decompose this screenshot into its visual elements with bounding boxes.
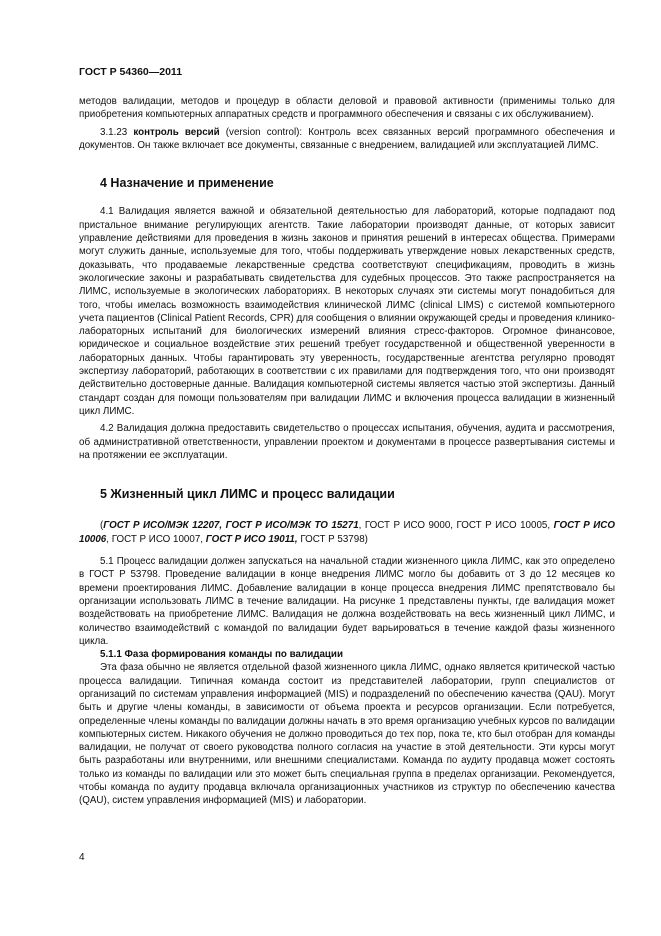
paragraph-4-1: 4.1 Валидация является важной и обязательной деятельностью для лабораторий, которые подпадают под пристальное внимание регулирующих агентств. Такие лаборатории производят данные, от которых зависит управление действиями для проведения в жизнь законов и принятия решений в интересах общества. Примерами могут служить данные, используемые для того, чтобы поддерживать утверждение новых лекарственных средств, доказывать, что продаваемые лекарственные средства соответствуют спецификациям, проводить в жизнь экологические законы и разрабатывать свидетельства для судебных процессов. Это также распространяется на ЛИМС, используемые в экологических лабораториях. В некоторых случаях эти системы могут понадобиться для того, чтобы имелась возможность взаимодействия клинической ЛИМС (clinical LIMS) с системой компьютерного учета пациентов (Clinical Patient Records, CPR) для сообщения о влиянии окружающей среды и проведения клинико-лабораторных испытаний для биологических измерений влияния стресс-факторов. Огромное финансовое, юридическое и социальное воздействие этих решений требует государственной и общественной уверенности в лабораторных данных. Чтобы гарантировать эту уверенность, государственные агентства регулярно проводят экспертизу лабораторий, работающих в соответствии с их правилами для подтверждения того, что они производят действительно достоверные данные. Валидация компьютерной системы является частью этой экспертизы. Данный стандарт создан для помощи пользователям при валидации ЛИМС и включения процесса валидации в жизненный цикл ЛИМС. [79, 206, 615, 417]
page-number: 4 [79, 852, 85, 863]
document-header: ГОСТ Р 54360—2011 [79, 66, 183, 78]
ref-bold-1: ГОСТ Р ИСО/МЭК 12207, ГОСТ Р ИСО/МЭК ТО 15271 [103, 520, 359, 532]
refs-open: ( [100, 520, 104, 532]
page-body [79, 95, 615, 808]
ref-bold-2: ГОСТ Р ИСО 10006 [79, 520, 615, 545]
term-name: контроль версий [133, 126, 220, 138]
section-5-heading: 5 Жизненный цикл ЛИМС и процесс валидации [100, 487, 395, 502]
ref-bold-3: ГОСТ Р ИСО 19011, [205, 533, 298, 545]
paragraph-continuation: методов валидации, методов и процедур в области деловой и правовой активности (применимы только для приобретения компьютерных аппаратных средств и программного обеспечения и связаны с их обслуживанием). [79, 96, 615, 121]
paragraph-5-1-1: Эта фаза обычно не является отдельной фазой жизненного цикла ЛИМС, однако является критической частью процесса валидации. Типичная команда состоит из представителей лаборатории, групп специалистов от организаций по системам управления информацией (MIS) и подразделений по обеспечению качества (QAU). Могут быть и другие члены команды, в зависимости от объема проекта и ресурсов организации. Если потребуется, определенные члены команды по валидации должны начать в это время организацию учебных курсов по валидации компьютерных систем. Никакого обучения не должно проводиться до тех пор, пока те, кто был отобран для команды валидации, не получат от своего руководства полного согласия на участие в этой деятельности. Эти курсы могут быть разработаны или внутренними, или внешними специалистами. Команда по аудиту продавца может состоять только из команды по валидации или это может быть специальная группа в пределах организации. Рекомендуется, чтобы команда по аудиту продавца включала организационных участников из структур по обеспечению качества (QAU), систем управления информацией (MIS) и лаборатории. [79, 662, 615, 807]
term-text: (version control): Контроль всех связанных версий программного обеспечения и документов. Он также включает все документы, связанные с внедрением, валидацией или эксплуатацией ЛИМС. [79, 126, 615, 151]
paragraph-5-1: 5.1 Процесс валидации должен запускаться на начальной стадии жизненного цикла ЛИМС, как это определено в ГОСТ Р 53798. Проведение валидации в конце внедрения ЛИМС могло бы добавить от 3 до 12 месяцев ко времени проектирования ЛИМС. Добавление валидации в конце процесса внедрения ЛИМС препятствовало бы организации использовать ЛИМС в течение валидации. На рисунке 1 представлены пункты, где валидация может воздействовать на приобретение ЛИМС. Валидация не должна воздействовать на весь жизненный цикл ЛИМС, и количество взаимодействий с командой по валидации будет варьироваться в течение каждой фазы жизненного цикла. [79, 556, 615, 647]
term-definition [79, 126, 615, 153]
ref-text-3: ГОСТ Р 53798) [297, 533, 368, 545]
section-4-heading: 4 Назначение и применение [100, 176, 274, 191]
subsection-5-1-1-heading: 5.1.1 Фаза формирования команды по валидации [100, 649, 343, 661]
ref-text-2: , ГОСТ Р ИСО 10007, [106, 533, 206, 545]
paragraph-4-2: 4.2 Валидация должна предоставить свидетельство о процессах испытания, обучения, аудита и рассмотрения, об административной ответственности, управлении проектом и документами в процессе развертывания системы и на протяжении ее эксплуатации. [79, 423, 615, 461]
ref-text-1: , ГОСТ Р ИСО 9000, ГОСТ Р ИСО 10005, [358, 520, 554, 532]
term-number: 3.1.23 [100, 126, 128, 138]
normative-references [79, 519, 615, 546]
